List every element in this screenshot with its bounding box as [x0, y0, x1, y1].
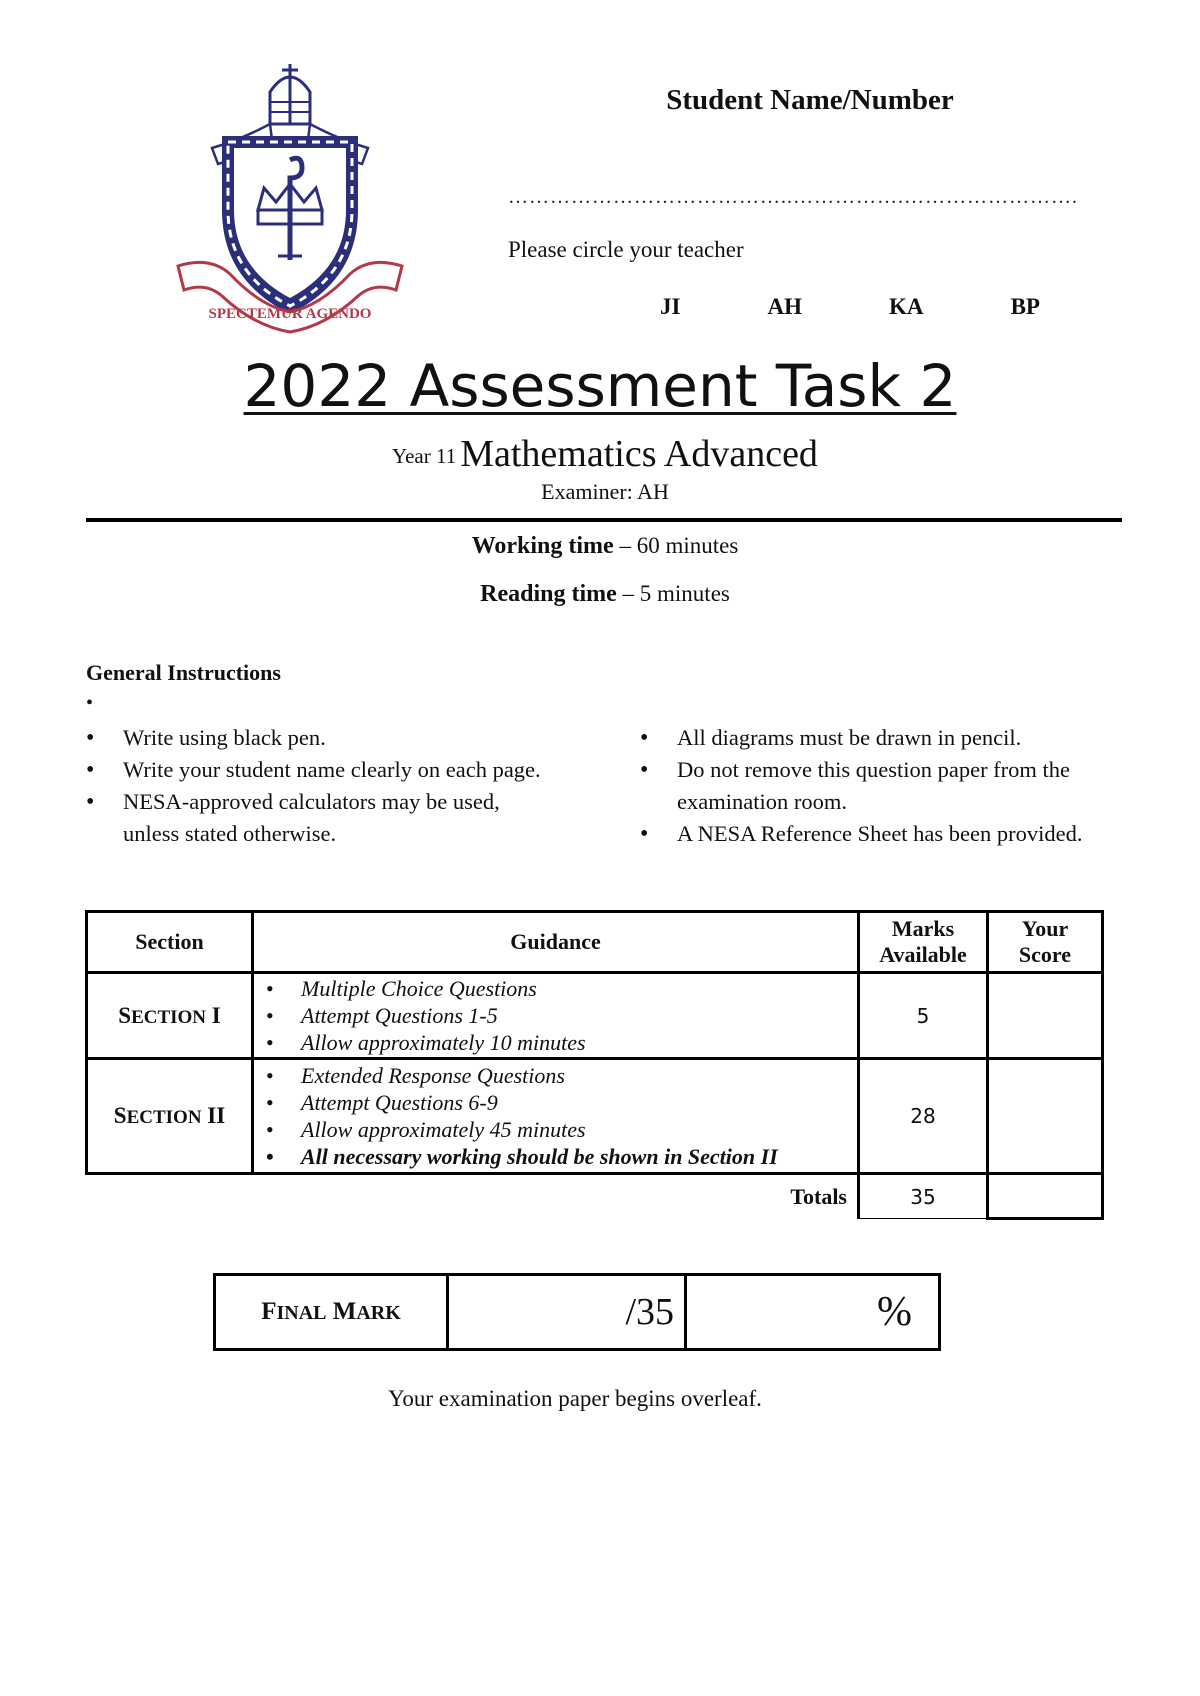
final-mark-score[interactable]: /35 — [448, 1275, 686, 1350]
reading-time-value: – 5 minutes — [622, 581, 730, 606]
marks-available: 28 — [859, 1059, 988, 1174]
instructions-right — [640, 722, 1130, 850]
final-mark-row — [215, 1275, 940, 1350]
final-ark: ARK — [356, 1302, 401, 1324]
subject-line — [0, 432, 1200, 476]
table-row — [87, 1059, 1103, 1174]
instruction-item: • Write your student name clearly on each page. — [86, 754, 556, 786]
totals-value: 35 — [859, 1174, 988, 1219]
reading-time-label: Reading time — [480, 581, 617, 607]
header-marks-line1: Marks — [891, 916, 955, 941]
guidance-item: • Attempt Questions 6-9 — [266, 1089, 857, 1116]
section-name — [87, 1059, 253, 1174]
total-score-cell[interactable] — [988, 1174, 1103, 1219]
page-title-text: 2022 Assessment Task 2 — [243, 352, 957, 420]
section-cap: S — [118, 1002, 132, 1028]
final-f: F — [261, 1298, 277, 1325]
section-name — [87, 973, 253, 1059]
totals-spacer — [87, 1174, 253, 1219]
totals-row — [87, 1174, 1103, 1219]
your-score-cell[interactable] — [988, 1059, 1103, 1174]
teacher-option-ji[interactable]: JI — [660, 294, 681, 319]
table-header-row — [87, 912, 1103, 973]
header-your-score — [988, 912, 1103, 973]
circle-teacher-label: Please circle your teacher — [508, 237, 744, 262]
section-guidance — [253, 973, 859, 1059]
header-score-line1: Your — [1021, 916, 1069, 941]
section-rest: ECTION — [131, 1006, 207, 1028]
working-time — [0, 533, 1200, 560]
student-name-label: Student Name/Number — [666, 84, 954, 116]
divider — [86, 518, 1122, 522]
instruction-item: • Write using black pen. — [86, 722, 556, 754]
guidance-item: • Allow approximately 10 minutes — [266, 1029, 857, 1056]
totals-label: Totals — [253, 1174, 859, 1219]
working-time-label: Working time — [471, 533, 614, 559]
student-name-line[interactable]: …………………………………..…………….……………………. — [508, 186, 1078, 208]
section-guidance — [253, 1059, 859, 1174]
guidance-item: • Allow approximately 45 minutes — [266, 1116, 857, 1143]
guidance-item: • Extended Response Questions — [266, 1062, 857, 1089]
instruction-item: • Do not remove this question paper from the examination room. — [640, 754, 1130, 818]
table-row — [87, 973, 1103, 1059]
teacher-option-ah[interactable]: AH — [767, 294, 802, 319]
examiner-label: Examiner: AH — [541, 479, 669, 504]
page-title — [0, 352, 1200, 420]
final-m: M — [332, 1298, 357, 1325]
subject-title: Mathematics Advanced — [460, 433, 818, 475]
teacher-option-ka[interactable]: KA — [889, 294, 924, 319]
school-crest-logo — [170, 60, 410, 340]
header-marks-available — [859, 912, 988, 973]
overleaf-note: Your examination paper begins overleaf. — [388, 1386, 762, 1411]
marks-available: 5 — [859, 973, 988, 1059]
guidance-item: • Multiple Choice Questions — [266, 975, 857, 1002]
your-score-cell[interactable] — [988, 973, 1103, 1059]
instruction-item: • NESA-approved calculators may be used, unless stated otherwise. — [86, 786, 556, 850]
section-num: I — [211, 1002, 221, 1028]
header-score-line2: Score — [1018, 942, 1072, 967]
empty-bullet: • — [86, 692, 94, 714]
section-rest: ECTION — [126, 1107, 202, 1128]
teacher-option-bp[interactable]: BP — [1010, 294, 1040, 319]
section-cap: S — [113, 1103, 127, 1128]
header-section: Section — [87, 912, 253, 973]
working-time-value: – 60 minutes — [619, 533, 739, 558]
instruction-item: • A NESA Reference Sheet has been provided. — [640, 818, 1130, 850]
section-num: II — [207, 1103, 226, 1128]
final-mark-table — [213, 1273, 941, 1351]
instructions-left — [86, 722, 556, 850]
year-label: Year 11 — [392, 444, 457, 468]
final-inal: INAL — [276, 1302, 327, 1324]
guidance-item: • All necessary working should be shown in Section II — [266, 1143, 857, 1170]
reading-time — [0, 581, 1200, 608]
motto-text: SPECTEMUR AGENDO — [208, 306, 372, 322]
final-mark-percent[interactable]: % — [686, 1275, 940, 1350]
instructions-title: General Instructions — [86, 660, 281, 685]
header-marks-line2: Available — [879, 942, 967, 967]
final-mark-label — [215, 1275, 448, 1350]
teacher-options — [660, 294, 1040, 320]
marks-table — [85, 910, 1104, 1220]
header-guidance: Guidance — [253, 912, 859, 973]
guidance-item: • Attempt Questions 1-5 — [266, 1002, 857, 1029]
instruction-item: • All diagrams must be drawn in pencil. — [640, 722, 1130, 754]
